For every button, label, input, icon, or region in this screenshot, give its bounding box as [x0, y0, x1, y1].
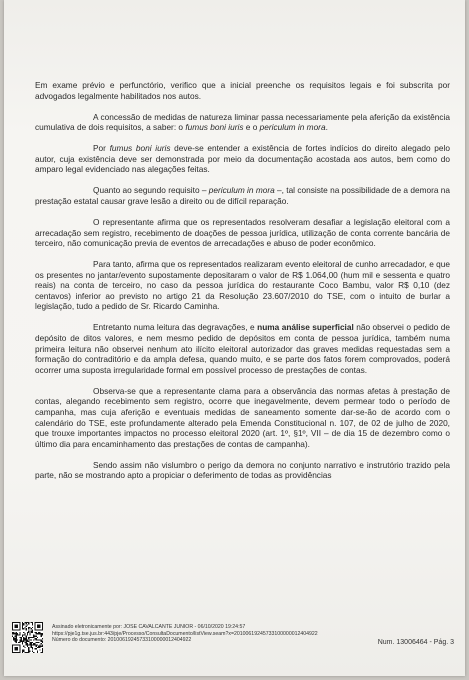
paragraph-8	[35, 386, 450, 450]
italic-term: periculum in mora	[259, 122, 326, 133]
document-url-line: https://pje1g.tse.jus.br:443/pje/Processo/ConsultaDocumento/listView.seam?x=20100619245733100000012404922	[52, 630, 318, 637]
text-run: .	[325, 122, 328, 133]
document-footer	[12, 622, 462, 667]
page-number-label: Num. 13006464 - Pág. 3	[377, 639, 454, 646]
italic-term: periculum in mora	[208, 185, 275, 196]
signature-block	[52, 624, 382, 644]
document-body	[35, 80, 450, 491]
paragraph-4	[35, 185, 450, 206]
text-run: Em exame prévio e perfunctório, verifico que a inicial preenche os requisitos legais e foi subscrita por advogados legalmente habilitados nos autos.	[35, 80, 450, 101]
paragraph-9	[35, 460, 450, 481]
text-run: deve-se entender a existência de fortes indícios do direito alegado pelo autor, cuja existência deve ser demonstrada por meio da documentação acostada aos autos, bem como do amparo legal evidenciado nas alegações feitas.	[35, 143, 450, 175]
qr-code-icon	[12, 622, 43, 653]
paragraph-3	[35, 143, 450, 175]
paragraph-6	[35, 259, 450, 312]
bold-phrase: numa análise superficial	[257, 322, 354, 333]
italic-term: fumus boni iuris	[185, 122, 244, 133]
paragraph-2	[35, 112, 450, 133]
text-run: –, tal consiste na possibilidade de a demora na prestação estatal causar grave lesão a direito ou de difícil reparação.	[35, 185, 451, 206]
signed-by-line: Assinado eletronicamente por: JOSE CAVALCANTE JUNIOR - 06/10/2020 19:24:57	[52, 624, 246, 630]
text-run: Para tanto, afirma que os representados realizaram evento eleitoral de cunho arrecadador, e que os presentes no jantar/evento supostamente depositaram o valor de R$ 1.064,00 (hum mil e sessenta e quatro reais) na conta de terceiro, no caso da pessoa jurídica do restaurante Coco Bambu, valor R$ 0,10 (dez centavos) inferior ao previsto no artigo 21 da Resolução 23.607/2010 do TSE, com o intuito de burlar a legislação, tudo a pedido de Sr. Ricardo Caminha.	[35, 259, 450, 312]
document-number-line: Número do documento: 20100619245733100000012404922	[52, 637, 192, 643]
text-run: A concessão de medidas de natureza liminar passa necessariamente pela aferição da existência cumulativa de dois requisitos, a saber: o	[35, 111, 450, 133]
paragraph-1	[35, 80, 450, 101]
text-run: Sendo assim não vislumbro o perigo da demora no conjunto narrativo e instrutório trazido pela parte, não se mostrando apto a propiciar o deferimento de todas as providências	[35, 459, 450, 481]
text-run: não observei o pedido de depósito de ditos valores, e nem mesmo pedido de depósitos em conta de pessoa jurídica, também numa primeira leitura não observei nenhum ato ilícito eleitoral autorizador das graves medidas requestadas sem a formação do contraditório e da ampla defesa, quando muito, e se parte dos fatos forem comprovados, poderá ocorrer uma suposta irregularidade formal em possível processo de prestações de contas.	[35, 322, 450, 375]
paragraph-7	[35, 322, 450, 375]
text-run: Observa-se que a representante clama para a observância das normas afetas à prestação de contas, alegando recebimento sem registro, ocorre que inegavelmente, devem permear todo o período de campanha, mas cuja aferição e eventuais medidas de saneamento somente dar-se-ão de acordo com o calendário do TSE, este profundamente alterado pela Emenda Constitucional n. 107, de 02 de julho de 2020, que trouxe importantes impactos no processo eleitoral 2020 (art. 1º, §1º, VII – de dia 15 de dezembro como o último dia para encaminhamento das prestações de contas de campanha).	[35, 385, 450, 449]
text-run: Quanto ao segundo requisito –	[93, 185, 209, 196]
text-run: e o	[243, 122, 260, 133]
text-run: Entretanto numa leitura das degravações, e	[93, 322, 258, 333]
document-page	[4, 0, 465, 676]
text-run: O representante afirma que os representados resolveram desafiar a legislação eleitoral com a arrecadação sem registro, recebimento de doações de pessoa jurídica, utilização de conta corrente bancária de terceiro, não comunicação previa de eventos de arrecadações e abuso de poder econômico.	[35, 216, 450, 249]
italic-term: fumus boni iuris	[109, 143, 171, 154]
text-run: Por	[93, 143, 110, 154]
paragraph-5	[35, 217, 450, 249]
